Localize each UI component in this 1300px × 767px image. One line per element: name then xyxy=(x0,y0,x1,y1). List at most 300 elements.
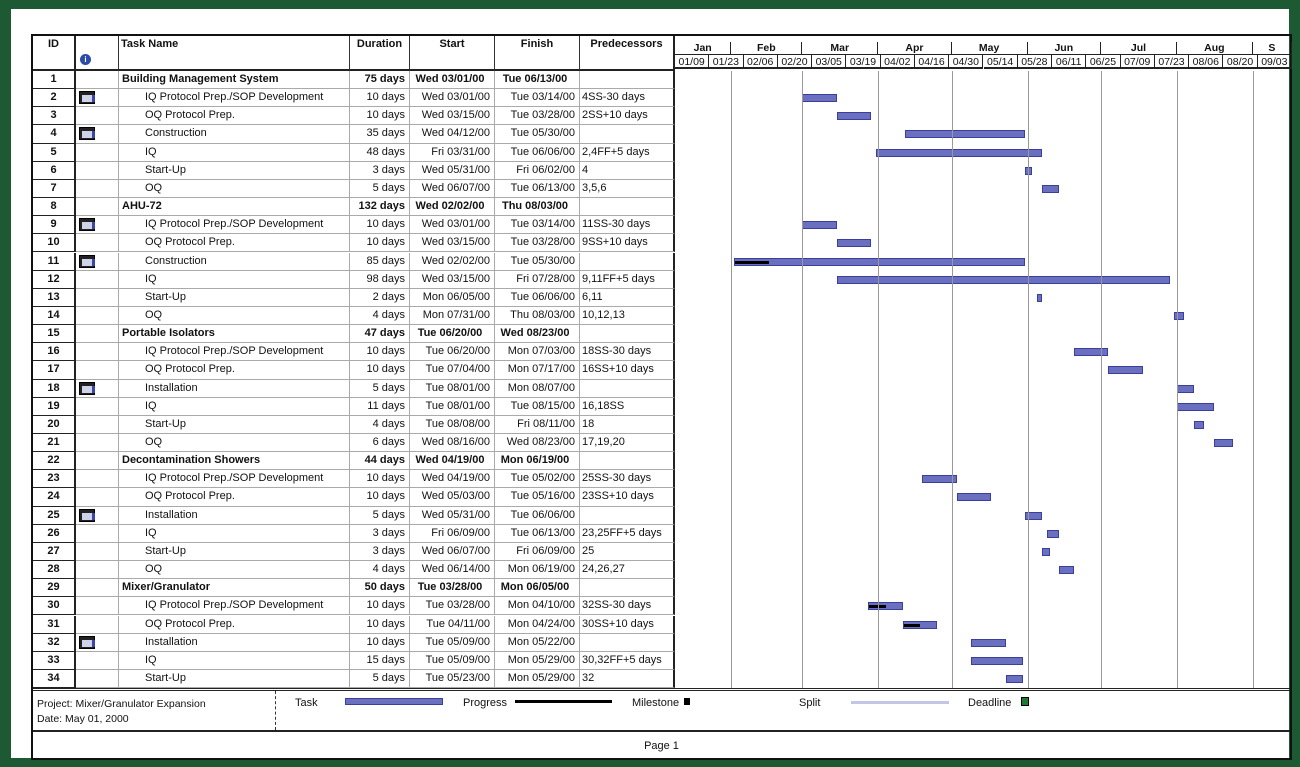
task-duration[interactable]: 3 days xyxy=(350,525,410,543)
task-bar[interactable] xyxy=(837,239,871,247)
task-bar[interactable] xyxy=(1194,421,1204,429)
task-duration[interactable]: 5 days xyxy=(350,380,410,398)
task-finish[interactable]: Tue 03/28/00 xyxy=(495,107,580,125)
task-duration[interactable]: 3 days xyxy=(350,543,410,561)
indicator-cell[interactable] xyxy=(76,488,119,506)
task-id[interactable]: 33 xyxy=(33,652,76,670)
indicator-cell[interactable] xyxy=(76,234,119,252)
indicator-cell[interactable] xyxy=(76,198,119,216)
task-start[interactable]: Wed 05/03/00 xyxy=(410,488,495,506)
task-name[interactable]: IQ Protocol Prep./SOP Development xyxy=(119,216,350,234)
summary-task-row[interactable] xyxy=(33,452,675,470)
task-id[interactable]: 29 xyxy=(33,579,76,597)
header-id[interactable]: ID xyxy=(33,36,76,71)
task-start[interactable]: Wed 02/02/00 xyxy=(410,253,495,271)
task-id[interactable]: 18 xyxy=(33,380,76,398)
task-row[interactable] xyxy=(33,652,675,670)
task-start[interactable]: Tue 08/01/00 xyxy=(410,380,495,398)
task-bar[interactable] xyxy=(1074,348,1108,356)
task-predecessors[interactable]: 6,11 xyxy=(580,289,675,307)
task-bar[interactable] xyxy=(1047,530,1059,538)
task-name[interactable]: Construction xyxy=(119,253,350,271)
task-predecessors[interactable]: 9SS+10 days xyxy=(580,234,675,252)
task-start[interactable]: Tue 05/09/00 xyxy=(410,652,495,670)
task-duration[interactable]: 4 days xyxy=(350,307,410,325)
task-row[interactable] xyxy=(33,234,675,252)
task-finish[interactable]: Fri 06/02/00 xyxy=(495,162,580,180)
task-bar[interactable] xyxy=(802,94,836,102)
task-duration[interactable]: 4 days xyxy=(350,561,410,579)
task-row[interactable] xyxy=(33,253,675,271)
task-start[interactable]: Wed 03/01/00 xyxy=(410,89,495,107)
task-row[interactable] xyxy=(33,616,675,634)
task-row[interactable] xyxy=(33,271,675,289)
indicator-cell[interactable] xyxy=(76,89,119,107)
task-id[interactable]: 24 xyxy=(33,488,76,506)
task-name[interactable]: IQ xyxy=(119,652,350,670)
task-name[interactable]: Start-Up xyxy=(119,289,350,307)
task-id[interactable]: 19 xyxy=(33,398,76,416)
indicator-cell[interactable] xyxy=(76,652,119,670)
task-name[interactable]: Installation xyxy=(119,507,350,525)
task-predecessors[interactable]: 10,12,13 xyxy=(580,307,675,325)
task-start[interactable]: Tue 04/11/00 xyxy=(410,616,495,634)
task-bar[interactable] xyxy=(1174,312,1184,320)
task-duration[interactable]: 132 days xyxy=(350,198,410,216)
task-bar[interactable] xyxy=(837,112,871,120)
task-duration[interactable]: 10 days xyxy=(350,634,410,652)
task-bar[interactable] xyxy=(1108,366,1142,374)
task-row[interactable] xyxy=(33,107,675,125)
task-name[interactable]: IQ Protocol Prep./SOP Development xyxy=(119,89,350,107)
task-bar[interactable] xyxy=(1042,185,1059,193)
task-finish[interactable]: Fri 08/11/00 xyxy=(495,416,580,434)
task-bar[interactable] xyxy=(1025,167,1032,175)
task-finish[interactable]: Tue 05/16/00 xyxy=(495,488,580,506)
header-start[interactable]: Start xyxy=(410,36,495,71)
summary-task-row[interactable] xyxy=(33,579,675,597)
task-start[interactable]: Wed 03/01/00 xyxy=(410,71,495,89)
task-row[interactable] xyxy=(33,561,675,579)
indicator-cell[interactable] xyxy=(76,125,119,143)
task-duration[interactable]: 5 days xyxy=(350,670,410,688)
task-row[interactable] xyxy=(33,507,675,525)
task-predecessors[interactable]: 2SS+10 days xyxy=(580,107,675,125)
task-finish[interactable]: Mon 06/19/00 xyxy=(495,561,580,579)
indicator-cell[interactable] xyxy=(76,307,119,325)
task-name[interactable]: Start-Up xyxy=(119,543,350,561)
task-duration[interactable]: 4 days xyxy=(350,416,410,434)
task-name[interactable]: OQ xyxy=(119,561,350,579)
task-id[interactable]: 10 xyxy=(33,234,76,252)
indicator-cell[interactable] xyxy=(76,452,119,470)
task-bar[interactable] xyxy=(971,639,1005,647)
task-row[interactable] xyxy=(33,343,675,361)
task-name[interactable]: Start-Up xyxy=(119,670,350,688)
task-finish[interactable]: Tue 05/30/00 xyxy=(495,253,580,271)
task-finish[interactable]: Tue 06/06/00 xyxy=(495,507,580,525)
indicator-cell[interactable] xyxy=(76,416,119,434)
task-id[interactable]: 23 xyxy=(33,470,76,488)
task-predecessors[interactable]: 32 xyxy=(580,670,675,688)
task-id[interactable]: 3 xyxy=(33,107,76,125)
task-start[interactable]: Tue 08/01/00 xyxy=(410,398,495,416)
task-start[interactable]: Mon 07/31/00 xyxy=(410,307,495,325)
task-id[interactable]: 9 xyxy=(33,216,76,234)
indicator-cell[interactable] xyxy=(76,434,119,452)
indicator-cell[interactable] xyxy=(76,71,119,89)
task-id[interactable]: 2 xyxy=(33,89,76,107)
task-finish[interactable]: Tue 05/02/00 xyxy=(495,470,580,488)
task-predecessors[interactable]: 18SS-30 days xyxy=(580,343,675,361)
task-bar[interactable] xyxy=(1059,566,1074,574)
indicator-cell[interactable] xyxy=(76,144,119,162)
task-name[interactable]: Portable Isolators xyxy=(119,325,350,343)
task-duration[interactable]: 15 days xyxy=(350,652,410,670)
header-duration[interactable]: Duration xyxy=(350,36,410,71)
task-finish[interactable]: Fri 06/09/00 xyxy=(495,543,580,561)
task-row[interactable] xyxy=(33,307,675,325)
task-start[interactable]: Tue 07/04/00 xyxy=(410,361,495,379)
task-finish[interactable]: Thu 08/03/00 xyxy=(495,198,580,216)
task-bar[interactable] xyxy=(1006,675,1023,683)
indicator-cell[interactable] xyxy=(76,380,119,398)
indicator-cell[interactable] xyxy=(76,253,119,271)
task-finish[interactable]: Fri 07/28/00 xyxy=(495,271,580,289)
task-bar[interactable] xyxy=(971,657,1022,665)
indicator-cell[interactable] xyxy=(76,162,119,180)
task-finish[interactable]: Thu 08/03/00 xyxy=(495,307,580,325)
task-start[interactable]: Tue 06/20/00 xyxy=(410,325,495,343)
task-duration[interactable]: 11 days xyxy=(350,398,410,416)
task-duration[interactable]: 85 days xyxy=(350,253,410,271)
task-row[interactable] xyxy=(33,434,675,452)
summary-task-row[interactable] xyxy=(33,325,675,343)
task-start[interactable]: Mon 06/05/00 xyxy=(410,289,495,307)
indicator-cell[interactable] xyxy=(76,579,119,597)
task-predecessors[interactable]: 9,11FF+5 days xyxy=(580,271,675,289)
task-predecessors[interactable]: 18 xyxy=(580,416,675,434)
task-duration[interactable]: 48 days xyxy=(350,144,410,162)
task-finish[interactable]: Tue 05/30/00 xyxy=(495,125,580,143)
task-start[interactable]: Wed 08/16/00 xyxy=(410,434,495,452)
task-name[interactable]: Installation xyxy=(119,380,350,398)
task-row[interactable] xyxy=(33,144,675,162)
task-row[interactable] xyxy=(33,162,675,180)
task-predecessors[interactable]: 30,32FF+5 days xyxy=(580,652,675,670)
task-start[interactable]: Tue 03/28/00 xyxy=(410,579,495,597)
header-finish[interactable]: Finish xyxy=(495,36,580,71)
task-id[interactable]: 20 xyxy=(33,416,76,434)
task-name[interactable]: Mixer/Granulator xyxy=(119,579,350,597)
task-row[interactable] xyxy=(33,597,675,615)
task-name[interactable]: OQ Protocol Prep. xyxy=(119,234,350,252)
task-name[interactable]: OQ xyxy=(119,434,350,452)
indicator-cell[interactable] xyxy=(76,561,119,579)
task-predecessors[interactable]: 3,5,6 xyxy=(580,180,675,198)
task-duration[interactable]: 47 days xyxy=(350,325,410,343)
task-id[interactable]: 22 xyxy=(33,452,76,470)
task-bar[interactable] xyxy=(1177,403,1214,411)
task-name[interactable]: IQ Protocol Prep./SOP Development xyxy=(119,343,350,361)
task-finish[interactable]: Mon 07/03/00 xyxy=(495,343,580,361)
task-predecessors[interactable] xyxy=(580,325,675,343)
task-bar[interactable] xyxy=(1042,548,1049,556)
task-start[interactable]: Wed 03/01/00 xyxy=(410,216,495,234)
indicator-cell[interactable] xyxy=(76,634,119,652)
task-name[interactable]: OQ Protocol Prep. xyxy=(119,107,350,125)
task-duration[interactable]: 10 days xyxy=(350,216,410,234)
indicator-cell[interactable] xyxy=(76,597,119,615)
task-bar[interactable] xyxy=(868,602,902,610)
task-predecessors[interactable] xyxy=(580,634,675,652)
task-duration[interactable]: 10 days xyxy=(350,234,410,252)
task-predecessors[interactable] xyxy=(580,125,675,143)
task-start[interactable]: Wed 02/02/00 xyxy=(410,198,495,216)
task-row[interactable] xyxy=(33,289,675,307)
task-duration[interactable]: 3 days xyxy=(350,162,410,180)
task-id[interactable]: 13 xyxy=(33,289,76,307)
task-id[interactable]: 27 xyxy=(33,543,76,561)
task-name[interactable]: OQ xyxy=(119,180,350,198)
task-predecessors[interactable]: 30SS+10 days xyxy=(580,616,675,634)
indicator-cell[interactable] xyxy=(76,216,119,234)
task-row[interactable] xyxy=(33,670,675,688)
task-row[interactable] xyxy=(33,634,675,652)
task-predecessors[interactable]: 4 xyxy=(580,162,675,180)
task-start[interactable]: Wed 05/31/00 xyxy=(410,507,495,525)
indicator-cell[interactable] xyxy=(76,507,119,525)
task-bar[interactable] xyxy=(1214,439,1234,447)
task-predecessors[interactable]: 25SS-30 days xyxy=(580,470,675,488)
task-start[interactable]: Fri 06/09/00 xyxy=(410,525,495,543)
task-finish[interactable]: Tue 06/13/00 xyxy=(495,71,580,89)
task-duration[interactable]: 75 days xyxy=(350,71,410,89)
indicator-cell[interactable] xyxy=(76,107,119,125)
indicator-cell[interactable] xyxy=(76,343,119,361)
task-row[interactable] xyxy=(33,543,675,561)
task-duration[interactable]: 10 days xyxy=(350,616,410,634)
task-duration[interactable]: 50 days xyxy=(350,579,410,597)
task-start[interactable]: Wed 03/15/00 xyxy=(410,107,495,125)
task-id[interactable]: 34 xyxy=(33,670,76,688)
task-start[interactable]: Wed 06/07/00 xyxy=(410,180,495,198)
task-bar[interactable] xyxy=(903,621,937,629)
task-finish[interactable]: Tue 03/28/00 xyxy=(495,234,580,252)
task-name[interactable]: IQ xyxy=(119,525,350,543)
task-start[interactable]: Wed 04/12/00 xyxy=(410,125,495,143)
task-bar[interactable] xyxy=(1177,385,1194,393)
task-finish[interactable]: Mon 05/29/00 xyxy=(495,670,580,688)
task-predecessors[interactable] xyxy=(580,198,675,216)
task-id[interactable]: 25 xyxy=(33,507,76,525)
task-start[interactable]: Tue 06/20/00 xyxy=(410,343,495,361)
task-predecessors[interactable] xyxy=(580,380,675,398)
task-duration[interactable]: 10 days xyxy=(350,488,410,506)
task-duration[interactable]: 5 days xyxy=(350,507,410,525)
task-finish[interactable]: Tue 06/06/00 xyxy=(495,144,580,162)
task-row[interactable] xyxy=(33,488,675,506)
indicator-cell[interactable] xyxy=(76,670,119,688)
task-id[interactable]: 11 xyxy=(33,253,76,271)
task-start[interactable]: Tue 08/08/00 xyxy=(410,416,495,434)
task-finish[interactable]: Mon 05/22/00 xyxy=(495,634,580,652)
task-finish[interactable]: Mon 04/10/00 xyxy=(495,597,580,615)
task-predecessors[interactable]: 24,26,27 xyxy=(580,561,675,579)
task-name[interactable]: Construction xyxy=(119,125,350,143)
task-start[interactable]: Wed 04/19/00 xyxy=(410,470,495,488)
task-row[interactable] xyxy=(33,398,675,416)
task-finish[interactable]: Mon 08/07/00 xyxy=(495,380,580,398)
task-duration[interactable]: 5 days xyxy=(350,180,410,198)
task-predecessors[interactable]: 16,18SS xyxy=(580,398,675,416)
indicator-cell[interactable] xyxy=(76,361,119,379)
indicator-cell[interactable] xyxy=(76,289,119,307)
task-predecessors[interactable]: 25 xyxy=(580,543,675,561)
task-duration[interactable]: 6 days xyxy=(350,434,410,452)
task-finish[interactable]: Mon 07/17/00 xyxy=(495,361,580,379)
task-bar[interactable] xyxy=(837,276,1170,284)
task-finish[interactable]: Mon 06/19/00 xyxy=(495,452,580,470)
task-name[interactable]: IQ Protocol Prep./SOP Development xyxy=(119,597,350,615)
task-predecessors[interactable]: 23SS+10 days xyxy=(580,488,675,506)
task-name[interactable]: Decontamination Showers xyxy=(119,452,350,470)
task-id[interactable]: 7 xyxy=(33,180,76,198)
task-finish[interactable]: Wed 08/23/00 xyxy=(495,325,580,343)
task-duration[interactable]: 10 days xyxy=(350,107,410,125)
task-duration[interactable]: 10 days xyxy=(350,89,410,107)
task-predecessors[interactable] xyxy=(580,253,675,271)
task-start[interactable]: Wed 06/07/00 xyxy=(410,543,495,561)
header-predecessors[interactable]: Predecessors xyxy=(580,36,675,71)
task-predecessors[interactable] xyxy=(580,452,675,470)
task-duration[interactable]: 98 days xyxy=(350,271,410,289)
task-id[interactable]: 1 xyxy=(33,71,76,89)
indicator-cell[interactable] xyxy=(76,525,119,543)
task-bar[interactable] xyxy=(734,258,1025,266)
task-id[interactable]: 14 xyxy=(33,307,76,325)
header-task-name[interactable]: Task Name xyxy=(119,36,350,71)
task-duration[interactable]: 35 days xyxy=(350,125,410,143)
task-start[interactable]: Wed 03/15/00 xyxy=(410,271,495,289)
task-start[interactable]: Wed 06/14/00 xyxy=(410,561,495,579)
task-duration[interactable]: 10 days xyxy=(350,361,410,379)
task-finish[interactable]: Mon 05/29/00 xyxy=(495,652,580,670)
task-predecessors[interactable]: 4SS-30 days xyxy=(580,89,675,107)
task-duration[interactable]: 44 days xyxy=(350,452,410,470)
task-duration[interactable]: 10 days xyxy=(350,597,410,615)
task-name[interactable]: OQ Protocol Prep. xyxy=(119,361,350,379)
task-predecessors[interactable] xyxy=(580,507,675,525)
task-finish[interactable]: Tue 03/14/00 xyxy=(495,89,580,107)
task-predecessors[interactable]: 2,4FF+5 days xyxy=(580,144,675,162)
task-id[interactable]: 21 xyxy=(33,434,76,452)
task-bar[interactable] xyxy=(957,493,991,501)
task-name[interactable]: IQ Protocol Prep./SOP Development xyxy=(119,470,350,488)
task-row[interactable] xyxy=(33,180,675,198)
task-finish[interactable]: Tue 06/06/00 xyxy=(495,289,580,307)
summary-task-row[interactable] xyxy=(33,198,675,216)
task-id[interactable]: 30 xyxy=(33,597,76,615)
task-name[interactable]: OQ Protocol Prep. xyxy=(119,488,350,506)
indicator-cell[interactable] xyxy=(76,180,119,198)
task-name[interactable]: IQ xyxy=(119,398,350,416)
task-row[interactable] xyxy=(33,525,675,543)
task-id[interactable]: 4 xyxy=(33,125,76,143)
task-finish[interactable]: Mon 06/05/00 xyxy=(495,579,580,597)
summary-task-row[interactable] xyxy=(33,71,675,89)
task-name[interactable]: Installation xyxy=(119,634,350,652)
task-row[interactable] xyxy=(33,89,675,107)
task-predecessors[interactable]: 23,25FF+5 days xyxy=(580,525,675,543)
task-duration[interactable]: 10 days xyxy=(350,470,410,488)
task-row[interactable] xyxy=(33,380,675,398)
task-name[interactable]: Building Management System xyxy=(119,71,350,89)
task-duration[interactable]: 2 days xyxy=(350,289,410,307)
task-name[interactable]: AHU-72 xyxy=(119,198,350,216)
task-duration[interactable]: 10 days xyxy=(350,343,410,361)
header-indicators[interactable] xyxy=(76,36,119,71)
task-row[interactable] xyxy=(33,470,675,488)
task-bar[interactable] xyxy=(905,130,1025,138)
task-bar[interactable] xyxy=(1037,294,1042,302)
task-finish[interactable]: Tue 03/14/00 xyxy=(495,216,580,234)
task-row[interactable] xyxy=(33,416,675,434)
indicator-cell[interactable] xyxy=(76,543,119,561)
task-bar[interactable] xyxy=(876,149,1042,157)
task-predecessors[interactable] xyxy=(580,71,675,89)
task-id[interactable]: 16 xyxy=(33,343,76,361)
task-finish[interactable]: Tue 06/13/00 xyxy=(495,525,580,543)
task-id[interactable]: 6 xyxy=(33,162,76,180)
task-predecessors[interactable]: 32SS-30 days xyxy=(580,597,675,615)
task-name[interactable]: Start-Up xyxy=(119,162,350,180)
task-start[interactable]: Wed 05/31/00 xyxy=(410,162,495,180)
task-name[interactable]: IQ xyxy=(119,271,350,289)
task-predecessors[interactable]: 17,19,20 xyxy=(580,434,675,452)
task-row[interactable] xyxy=(33,361,675,379)
task-name[interactable]: IQ xyxy=(119,144,350,162)
task-finish[interactable]: Tue 06/13/00 xyxy=(495,180,580,198)
task-name[interactable]: OQ Protocol Prep. xyxy=(119,616,350,634)
task-id[interactable]: 8 xyxy=(33,198,76,216)
task-predecessors[interactable] xyxy=(580,579,675,597)
task-id[interactable]: 31 xyxy=(33,616,76,634)
task-id[interactable]: 17 xyxy=(33,361,76,379)
task-finish[interactable]: Tue 08/15/00 xyxy=(495,398,580,416)
task-start[interactable]: Tue 05/23/00 xyxy=(410,670,495,688)
indicator-cell[interactable] xyxy=(76,325,119,343)
task-id[interactable]: 5 xyxy=(33,144,76,162)
indicator-cell[interactable] xyxy=(76,616,119,634)
task-id[interactable]: 12 xyxy=(33,271,76,289)
task-start[interactable]: Tue 05/09/00 xyxy=(410,634,495,652)
task-start[interactable]: Wed 03/15/00 xyxy=(410,234,495,252)
task-start[interactable]: Tue 03/28/00 xyxy=(410,597,495,615)
task-name[interactable]: OQ xyxy=(119,307,350,325)
task-row[interactable] xyxy=(33,125,675,143)
task-id[interactable]: 32 xyxy=(33,634,76,652)
task-name[interactable]: Start-Up xyxy=(119,416,350,434)
task-start[interactable]: Fri 03/31/00 xyxy=(410,144,495,162)
task-id[interactable]: 28 xyxy=(33,561,76,579)
task-start[interactable]: Wed 04/19/00 xyxy=(410,452,495,470)
indicator-cell[interactable] xyxy=(76,470,119,488)
task-bar[interactable] xyxy=(802,221,836,229)
task-finish[interactable]: Wed 08/23/00 xyxy=(495,434,580,452)
task-finish[interactable]: Mon 04/24/00 xyxy=(495,616,580,634)
indicator-cell[interactable] xyxy=(76,398,119,416)
